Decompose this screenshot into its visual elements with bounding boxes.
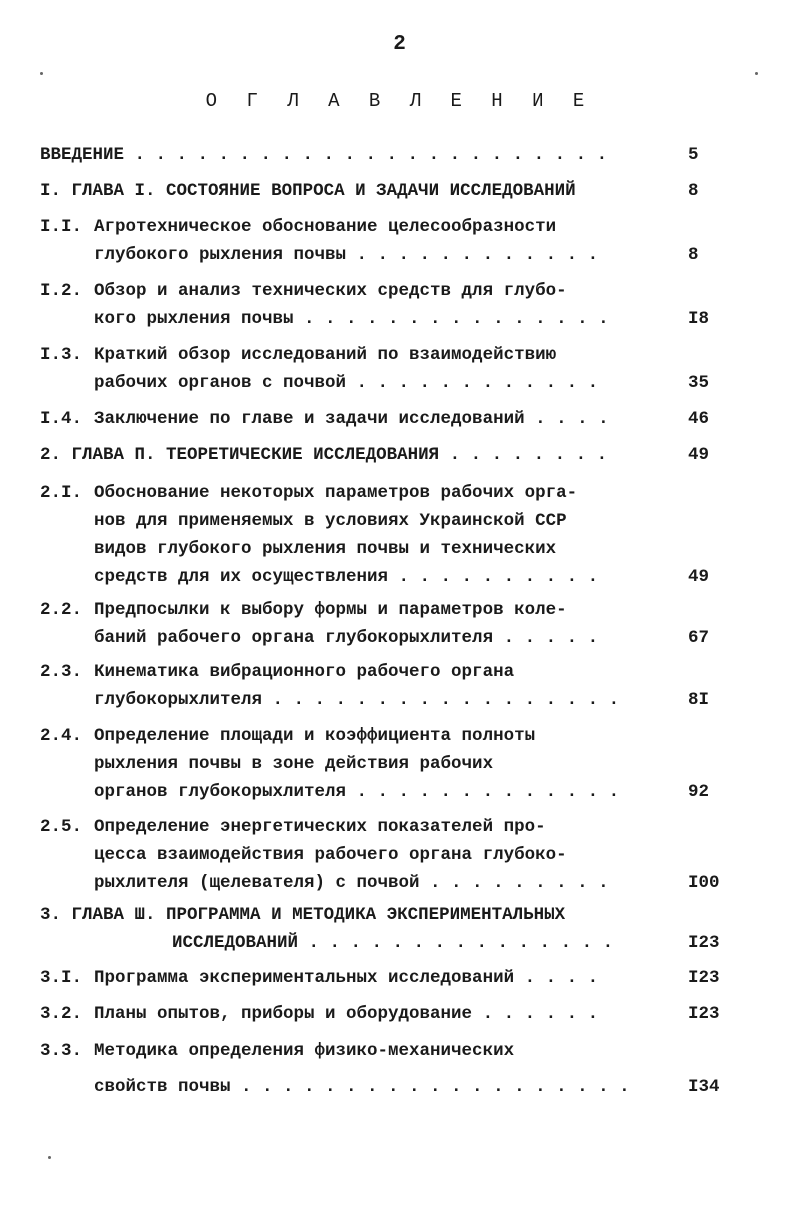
scan-speck — [755, 72, 758, 75]
entry-page: 8 — [688, 245, 699, 265]
entry-text: Предпосылки к выбору формы и параметров коле- — [94, 600, 567, 620]
entry-number: I.2. — [40, 281, 83, 301]
entry-text: ИССЛЕДОВАНИЙ . . . . . . . . . . . . . . . — [172, 933, 614, 953]
entry-number: 3.I. — [40, 968, 83, 988]
entry-page: I8 — [688, 309, 710, 329]
entry-number: I. — [40, 181, 62, 201]
toc-entry-2-1 — [40, 479, 740, 591]
entry-text: Планы опытов, приборы и оборудование . . . . . . — [94, 1004, 599, 1024]
entry-text: свойств почвы . . . . . . . . . . . . . . . . . . . — [94, 1077, 630, 1097]
toc-entry-2-3 — [40, 658, 740, 714]
entry-text: рыхлителя (щелевателя) с почвой . . . . . . . . . — [94, 873, 609, 893]
scan-speck — [40, 72, 43, 75]
entry-text: рабочих органов с почвой . . . . . . . . . . . . — [94, 373, 599, 393]
entry-text: Методика определения физико-механических — [94, 1041, 515, 1061]
entry-number: 2.4. — [40, 726, 83, 746]
page-number: 2 — [393, 33, 406, 56]
entry-number: 2.5. — [40, 817, 83, 837]
toc-title: О Г Л А В Л Е Н И Е — [205, 90, 594, 112]
entry-page: I34 — [688, 1077, 720, 1097]
entry-page: 49 — [688, 567, 710, 587]
toc-entry-chapter-2 — [40, 441, 740, 469]
entry-text: видов глубокого рыхления почвы и технических — [94, 539, 557, 559]
entry-text: Определение энергетических показателей про- — [94, 817, 546, 837]
entry-text: Определение площади и коэффициента полноты — [94, 726, 536, 746]
entry-text: Кинематика вибрационного рабочего органа — [94, 662, 515, 682]
entry-text: глубокорыхлителя . . . . . . . . . . . . . . . . . — [94, 690, 620, 710]
entry-text: Обзор и анализ технических средств для глубо- — [94, 281, 567, 301]
entry-text: Краткий обзор исследований по взаимодействию — [94, 345, 557, 365]
entry-text: кого рыхления почвы . . . . . . . . . . . . . . . — [94, 309, 609, 329]
entry-text: ГЛАВА I. СОСТОЯНИЕ ВОПРОСА И ЗАДАЧИ ИССЛЕДОВАНИЙ — [71, 181, 576, 201]
toc-entry-1-3 — [40, 341, 740, 397]
toc-entry-introduction — [40, 141, 740, 169]
entry-number: 2.3. — [40, 662, 83, 682]
toc-entry-1-4 — [40, 405, 740, 433]
entry-page: 46 — [688, 409, 710, 429]
toc-entry-chapter-3 — [40, 901, 740, 957]
toc-entry-3-2 — [40, 1000, 740, 1028]
entry-number: I.I. — [40, 217, 83, 237]
entry-text: Агротехническое обоснование целесообразности — [94, 217, 557, 237]
entry-page: 5 — [688, 145, 699, 165]
entry-text: ГЛАВА Ш. ПРОГРАММА И МЕТОДИКА ЭКСПЕРИМЕНТАЛЬНЫХ — [71, 905, 566, 925]
entry-text: баний рабочего органа глубокорыхлителя . . . . . — [94, 628, 599, 648]
entry-page: I00 — [688, 873, 720, 893]
entry-text: глубокого рыхления почвы . . . . . . . . . . . . — [94, 245, 599, 265]
entry-number: I.4. — [40, 409, 83, 429]
entry-text: органов глубокорыхлителя . . . . . . . . . . . . . — [94, 782, 620, 802]
toc-entry-3-1 — [40, 964, 740, 992]
entry-text: ВВЕДЕНИЕ . . . . . . . . . . . . . . . . . . . . . . . — [40, 145, 608, 165]
toc-entry-2-2 — [40, 596, 740, 652]
entry-text: Программа экспериментальных исследований . . . . — [94, 968, 599, 988]
entry-page: I23 — [688, 1004, 720, 1024]
entry-page: 35 — [688, 373, 710, 393]
entry-text: рыхления почвы в зоне действия рабочих — [94, 754, 494, 774]
entry-page: 49 — [688, 445, 710, 465]
entry-text: цесса взаимодействия рабочего органа глубоко- — [94, 845, 567, 865]
entry-number: 2.2. — [40, 600, 83, 620]
toc-entry-2-5 — [40, 813, 740, 897]
entry-number: 3.2. — [40, 1004, 83, 1024]
entry-page: 8I — [688, 690, 710, 710]
entry-text: средств для их осуществления . . . . . . . . . . — [94, 567, 599, 587]
entry-number: 2. — [40, 445, 62, 465]
entry-page: I23 — [688, 968, 720, 988]
entry-page: I23 — [688, 933, 720, 953]
entry-text: нов для применяемых в условиях Украинской ССР — [94, 511, 567, 531]
toc-entry-3-3 — [40, 1037, 740, 1101]
entry-page: 8 — [688, 181, 699, 201]
entry-number: 3. — [40, 905, 62, 925]
entry-text: Обоснование некоторых параметров рабочих орга- — [94, 483, 578, 503]
toc-entry-chapter-1 — [40, 177, 740, 205]
entry-number: 3.3. — [40, 1041, 83, 1061]
entry-page: 67 — [688, 628, 710, 648]
entry-text: Заключение по главе и задачи исследований . . . . — [94, 409, 609, 429]
entry-number: I.3. — [40, 345, 83, 365]
scan-speck — [48, 1156, 51, 1159]
entry-number: 2.I. — [40, 483, 83, 503]
toc-entry-1-1 — [40, 213, 740, 269]
entry-page: 92 — [688, 782, 710, 802]
toc-entry-2-4 — [40, 722, 740, 806]
toc-entry-1-2 — [40, 277, 740, 333]
entry-text: ГЛАВА П. ТЕОРЕТИЧЕСКИЕ ИССЛЕДОВАНИЯ . . . . . . . . — [71, 445, 608, 465]
